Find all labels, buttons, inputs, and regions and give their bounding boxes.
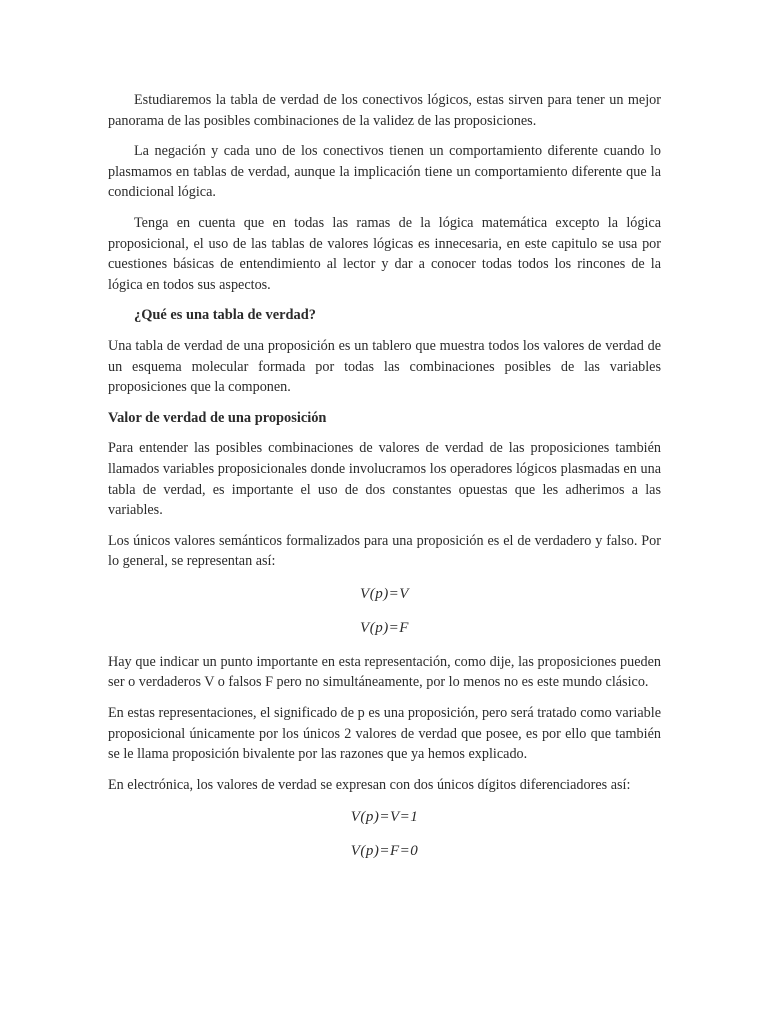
- paragraph-negation: La negación y cada uno de los conectivos tienen un comportamiento diferente cuando lo plasmamos en tablas de verdad, aunque la implicación tiene un comportamiento diferente que la condicional lógica.: [108, 143, 661, 201]
- paragraph-important-point: Hay que indicar un punto importante en esta representación, como dije, las proposiciones pueden ser o verdaderos V o falsos F pero no simultáneamente, por lo menos no es este mundo clásico.: [108, 653, 661, 691]
- paragraph-combinations: Para entender las posibles combinaciones de valores de verdad de las proposiciones también llamados variables proposicionales donde involucramos los operadores lógicos plasmadas en una tabla de verdad, es importante el uso de dos constantes opuestas que les adherimos a las variables.: [108, 440, 661, 519]
- formula-false: V(p)=F: [360, 619, 409, 636]
- document-body: [108, 90, 661, 875]
- heading-truth-table: ¿Qué es una tabla de verdad?: [134, 307, 316, 324]
- formula-true-one: V(p)=V=1: [350, 809, 419, 826]
- paragraph-electronics: En electrónica, los valores de verdad se expresan con dos únicos dígitos diferenciadores así:: [108, 776, 631, 793]
- paragraph-representations: En estas representaciones, el significado de p es una proposición, pero será tratado como variable proposicional únicamente por los únicos 2 valores de verdad que posee, es por ello que también se le llama proposición bivalente por las razones que ya hemos explicado.: [108, 705, 661, 763]
- paragraph-truth-table-definition: Una tabla de verdad de una proposición es un tablero que muestra todos los valores de verdad de un esquema molecular formada por todas las combinaciones posibles de las variables proposiciones que la componen.: [108, 337, 661, 396]
- formula-true: V(p)=V: [360, 585, 409, 602]
- formula-false-zero: V(p)=F=0: [350, 843, 419, 860]
- heading-truth-value: Valor de verdad de una proposición: [108, 409, 327, 426]
- paragraph-note: Tenga en cuenta que en todas las ramas de la lógica matemática excepto la lógica proposicional, el uso de las tablas de valores lógicas es innecesaria, en este capitulo se usa por cuestiones básicas de entendimiento al lector y dar a conocer todas todos los rincones de la lógica en todos sus aspectos.: [108, 214, 661, 293]
- paragraph-semantic-values: Los únicos valores semánticos formalizados para una proposición es el de verdadero y falso. Por lo general, se representan así:: [108, 532, 661, 570]
- paragraph-intro: Estudiaremos la tabla de verdad de los conectivos lógicos, estas sirven para tener un mejor panorama de las posibles combinaciones de la validez de las proposiciones.: [108, 92, 661, 129]
